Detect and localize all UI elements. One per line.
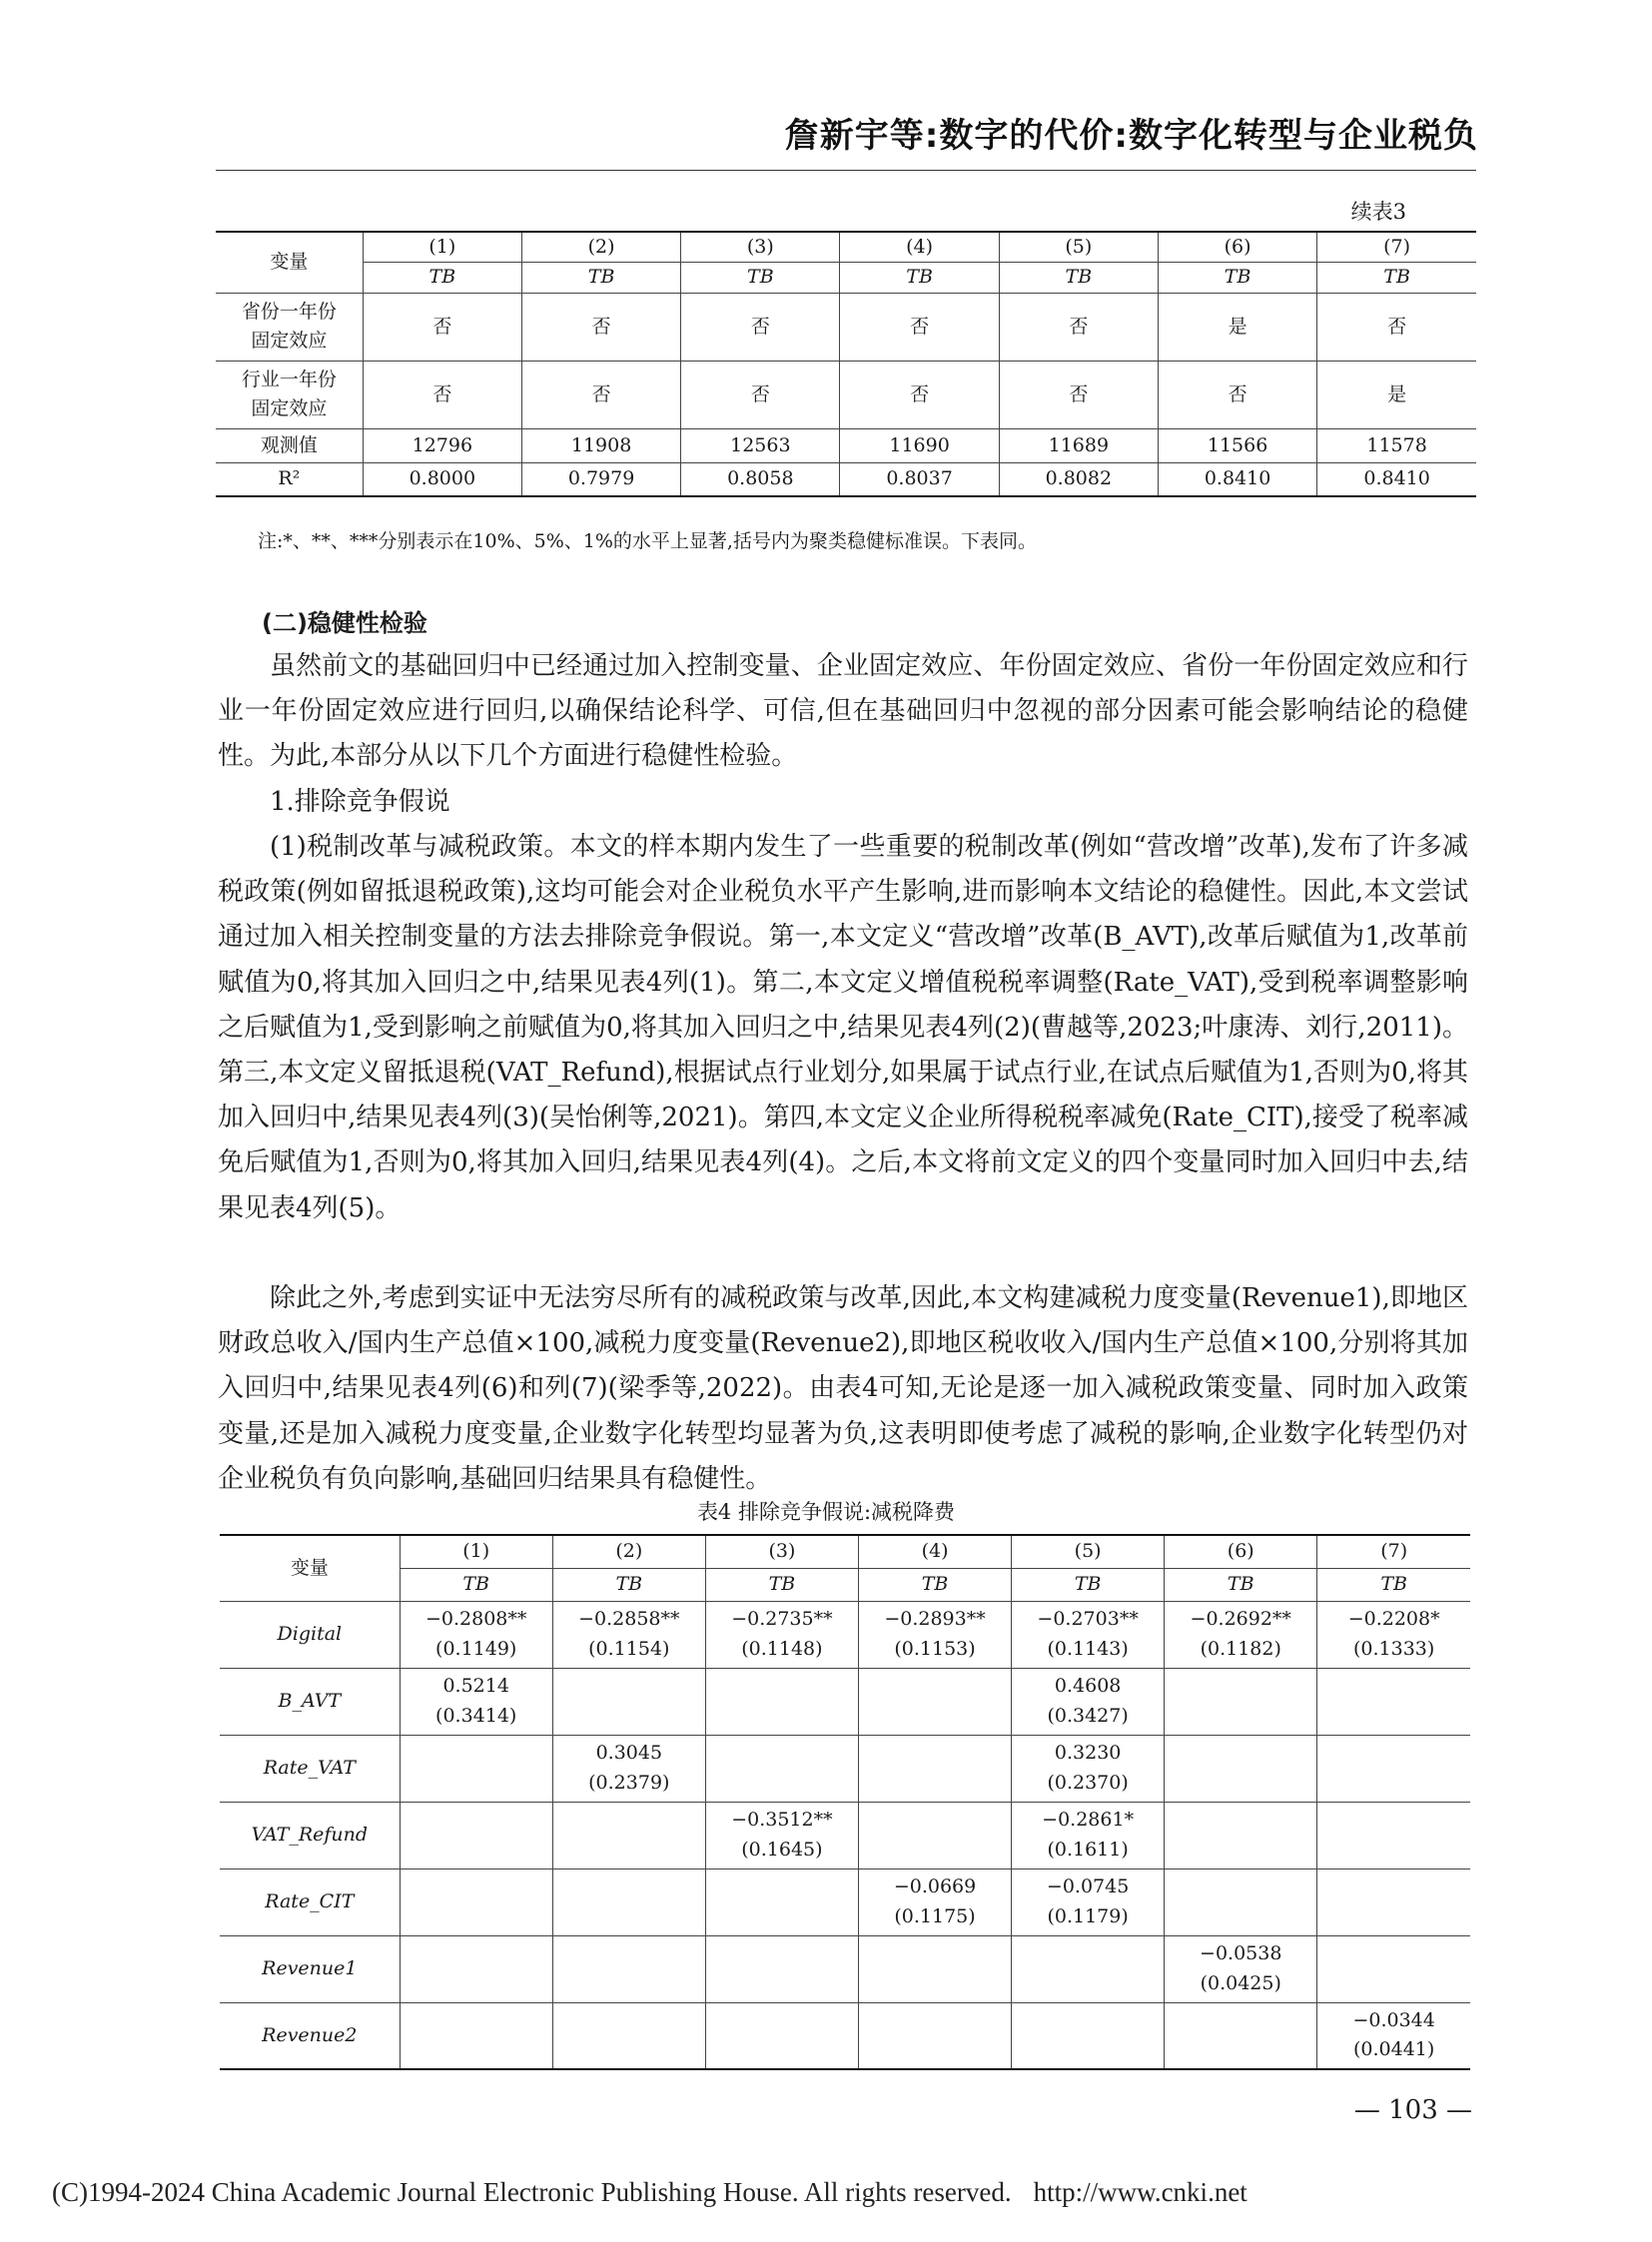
coefficient: −0.0745	[1046, 1875, 1130, 1898]
table-cell	[705, 1935, 858, 2002]
table-cell	[858, 1735, 1011, 1802]
table-cell	[858, 1802, 1011, 1868]
coefficient: −0.0538	[1200, 1942, 1282, 1965]
table-cell	[1165, 1668, 1317, 1735]
row-label: Rate_VAT	[220, 1735, 400, 1802]
paragraph-1: 虽然前文的基础回归中已经通过加入控制变量、企业固定效应、年份固定效应、省份一年份固定效应和行业一年份固定效应进行回归,以确保结论科学、可信,但在基础回归中忽视的部分因素可能会影响结论的稳健性。为此,本部分从以下几个方面进行稳健性检验。	[218, 651, 1468, 772]
dep-var: TB	[1165, 1568, 1317, 1601]
table-cell	[1165, 2002, 1317, 2069]
table-cell	[400, 1735, 552, 1802]
table-cell	[1012, 1735, 1165, 1802]
standard-error: (0.1175)	[894, 1904, 976, 1927]
table-cell	[1317, 1735, 1470, 1802]
row-label: Digital	[220, 1601, 400, 1668]
table-cell: 0.8037	[840, 462, 999, 496]
dep-var: TB	[1317, 1568, 1470, 1601]
dep-var: TB	[521, 263, 680, 293]
dep-var: TB	[681, 263, 840, 293]
coefficient: −0.2858**	[578, 1608, 680, 1631]
standard-error: (0.0425)	[1200, 1971, 1281, 1994]
row-label: B_AVT	[220, 1668, 400, 1735]
table-cell	[400, 1668, 552, 1735]
table-cell: 0.8082	[999, 462, 1158, 496]
table-cell	[400, 2002, 552, 2069]
table-cell: 是	[1158, 293, 1316, 361]
coefficient: −0.0669	[893, 1875, 977, 1898]
coefficient: −0.2692**	[1190, 1608, 1291, 1631]
col-header: (2)	[552, 1535, 705, 1568]
table-cell: 否	[999, 361, 1158, 428]
table-cell	[858, 1868, 1011, 1935]
table-cell	[1317, 2002, 1470, 2069]
cnki-link[interactable]: http://www.cnki.net	[1033, 2177, 1247, 2207]
table-cell: 否	[521, 293, 680, 361]
row-label: Revenue2	[220, 2002, 400, 2069]
table-cell	[1317, 1668, 1470, 1735]
table-cell: 11578	[1317, 428, 1476, 462]
coefficient: −0.3512**	[731, 1809, 833, 1832]
standard-error: (0.1149)	[435, 1637, 517, 1660]
paragraph-3: (1)税制改革与减税政策。本文的样本期内发生了一些重要的税制改革(例如“营改增”改革),发布了许多减税政策(例如留抵退税政策),这均可能会对企业税负水平产生影响,进而影响本文结论的稳健性。因此,本文尝试通过加入相关控制变量的方法去排除竞争假说。第一,本文定义“营改增”改革(B_AVT),改革后赋值为1,改革前赋值为0,将其加入回归之中,结果见表4列(1)。第二,本文定义增值税税率调整(Rate_VAT),受到税率调整影响之后赋值为1,受到影响之前赋值为0,将其加入回归之中,结果见表4列(2)(曹越等,2023;叶康涛、刘行,2011)。第三,本文定义留抵退税(VAT_Refund),根据试点行业划分,如果属于试点行业,在试点后赋值为1,否则为0,将其加入回归中,结果见表4列(3)(吴怡俐等,2021)。第四,本文定义企业所得税税率减免(Rate_CIT),接受了税率减免后赋值为1,否则为0,将其加入回归,结果见表4列(4)。之后,本文将前文定义的四个变量同时加入回归中去,结果见表4列(5)。	[218, 832, 1469, 1223]
col-header: (4)	[858, 1535, 1011, 1568]
table-cell	[400, 1935, 552, 2002]
page-number: — 103 —	[1353, 2095, 1472, 2125]
standard-error: (0.0441)	[1352, 2038, 1435, 2061]
col-header: (5)	[999, 232, 1158, 263]
table-cell: 0.8410	[1158, 462, 1316, 496]
dep-var: TB	[1012, 1568, 1165, 1601]
table-cell: 0.8000	[363, 462, 521, 496]
standard-error: (0.1645)	[741, 1838, 823, 1861]
dep-var: TB	[552, 1568, 705, 1601]
col-header: (5)	[1012, 1535, 1165, 1568]
col-header: (3)	[705, 1535, 858, 1568]
copyright-line	[52, 2177, 1247, 2208]
standard-error: (0.1333)	[1352, 1637, 1435, 1660]
table-cell: 否	[363, 361, 521, 428]
coefficient: 0.3045	[595, 1742, 663, 1765]
table-cell	[705, 1601, 858, 1668]
table-cell	[858, 2002, 1011, 2069]
table-cell: 11690	[840, 428, 999, 462]
table-cell: 12796	[363, 428, 521, 462]
row-label: Revenue1	[220, 1935, 400, 2002]
standard-error: (0.1153)	[894, 1637, 976, 1660]
table-cell	[705, 1868, 858, 1935]
table-cell: 否	[681, 361, 840, 428]
table-cell	[1012, 2002, 1165, 2069]
table3-continued-label: 续表3	[1350, 200, 1406, 224]
table-cell: 否	[840, 293, 999, 361]
table-cell	[1165, 1802, 1317, 1868]
table-row	[220, 1601, 1470, 1668]
col-header: (6)	[1165, 1535, 1317, 1568]
standard-error: (0.3414)	[435, 1704, 517, 1727]
dep-var: TB	[840, 263, 999, 293]
table-cell: 0.8058	[681, 462, 840, 496]
standard-error: (0.2379)	[588, 1771, 670, 1794]
standard-error: (0.1182)	[1200, 1637, 1281, 1660]
table-row	[220, 1935, 1470, 2002]
table-cell	[1165, 1868, 1317, 1935]
row-label: VAT_Refund	[220, 1802, 400, 1868]
table-cell	[705, 1735, 858, 1802]
table-cell: 否	[1158, 361, 1316, 428]
copyright-text: (C)1994-2024 China Academic Journal Electronic Publishing House. All rights reserved.	[52, 2177, 1012, 2207]
dep-var: TB	[400, 1568, 552, 1601]
table-cell: 否	[1317, 293, 1476, 361]
table3-continued	[216, 231, 1476, 497]
table-cell	[552, 1668, 705, 1735]
table-cell	[1012, 1668, 1165, 1735]
table-cell	[552, 1802, 705, 1868]
table-cell	[1165, 1735, 1317, 1802]
table-cell	[1317, 1935, 1470, 2002]
table-cell: 否	[521, 361, 680, 428]
row-label: R²	[216, 462, 363, 496]
table-cell	[1012, 1868, 1165, 1935]
coefficient: −0.2808**	[424, 1608, 527, 1631]
table-cell: 否	[999, 293, 1158, 361]
table-cell	[705, 2002, 858, 2069]
table-cell	[552, 1601, 705, 1668]
table-cell: 0.8410	[1317, 462, 1476, 496]
standard-error: (0.1154)	[588, 1637, 670, 1660]
dep-var: TB	[363, 263, 521, 293]
table-cell	[705, 1668, 858, 1735]
header-rule	[216, 170, 1476, 171]
table-cell: 11908	[521, 428, 680, 462]
table-cell	[552, 1735, 705, 1802]
dep-var: TB	[999, 263, 1158, 293]
table-cell: 是	[1317, 361, 1476, 428]
table-cell	[1012, 1601, 1165, 1668]
coefficient: −0.2735**	[731, 1608, 833, 1631]
col-header: (4)	[840, 232, 999, 263]
section-heading: (二)稳健性检验	[262, 609, 427, 637]
standard-error: (0.1611)	[1047, 1838, 1129, 1861]
coefficient: −0.0344	[1352, 2008, 1435, 2031]
paragraph-2: 1.排除竞争假说	[270, 787, 450, 817]
table-cell	[1165, 1935, 1317, 2002]
dep-var: TB	[1158, 263, 1316, 293]
table-row	[220, 1868, 1470, 1935]
table-cell: 11689	[999, 428, 1158, 462]
row-label: 省份一年份 固定效应	[216, 293, 363, 361]
table-cell	[552, 1935, 705, 2002]
table-cell	[1012, 1935, 1165, 2002]
row-label: 行业一年份 固定效应	[216, 361, 363, 428]
table-cell	[552, 1868, 705, 1935]
running-head: 詹新宇等:数字的代价:数字化转型与企业税负	[784, 116, 1478, 156]
table-row	[220, 1802, 1470, 1868]
table-cell: 12563	[681, 428, 840, 462]
table-cell: 否	[840, 361, 999, 428]
table-row	[220, 1668, 1470, 1735]
table-row	[220, 2002, 1470, 2069]
table-cell	[1165, 1601, 1317, 1668]
coefficient: −0.2861*	[1042, 1809, 1135, 1832]
col-header: (1)	[400, 1535, 552, 1568]
table-cell	[858, 1935, 1011, 2002]
coefficient: −0.2893**	[884, 1608, 986, 1631]
col-header: (7)	[1317, 1535, 1470, 1568]
coefficient: 0.4608	[1054, 1675, 1122, 1698]
paragraph-4: 除此之外,考虑到实证中无法穷尽所有的减税政策与改革,因此,本文构建减税力度变量(Revenue1),即地区财政总收入/国内生产总值×100,减税力度变量(Revenue2),即地区税收收入/国内生产总值×100,分别将其加入回归中,结果见表4列(6)和列(7)(梁季等,2022)。由表4可知,无论是逐一加入减税政策变量、同时加入政策变量,还是加入减税力度变量,企业数字化转型均显著为负,这表明即使考虑了减税的影响,企业数字化转型仍对企业税负有负向影响,基础回归结果具有稳健性。	[218, 1283, 1468, 1494]
table-cell	[858, 1668, 1011, 1735]
table-cell: 11566	[1158, 428, 1316, 462]
var-header: 变量	[220, 1535, 400, 1601]
standard-error: (0.1179)	[1047, 1904, 1129, 1927]
dep-var: TB	[1317, 263, 1476, 293]
table-cell	[705, 1802, 858, 1868]
table-cell	[1317, 1601, 1470, 1668]
table-note: 注:*、**、***分别表示在10%、5%、1%的水平上显著,括号内为聚类稳健标准误。下表同。	[258, 530, 1037, 552]
table-cell	[1317, 1802, 1470, 1868]
col-header: (7)	[1317, 232, 1476, 263]
table-cell: 否	[681, 293, 840, 361]
table-cell	[858, 1601, 1011, 1668]
dep-var: TB	[705, 1568, 858, 1601]
col-header: (3)	[681, 232, 840, 263]
coefficient: 0.3230	[1054, 1742, 1122, 1765]
col-header: (6)	[1158, 232, 1316, 263]
table-row	[220, 1735, 1470, 1802]
table-cell	[400, 1868, 552, 1935]
table-cell	[552, 2002, 705, 2069]
row-label: 观测值	[216, 428, 363, 462]
coefficient: −0.2208*	[1347, 1608, 1440, 1631]
standard-error: (0.1143)	[1047, 1637, 1129, 1660]
row-label: Rate_CIT	[220, 1868, 400, 1935]
table4	[220, 1534, 1470, 2070]
standard-error: (0.2370)	[1047, 1771, 1129, 1794]
table-cell: 否	[363, 293, 521, 361]
coefficient: 0.5214	[442, 1675, 509, 1698]
standard-error: (0.1148)	[741, 1637, 823, 1660]
table4-title: 表4 排除竞争假说:减税降费	[696, 1500, 956, 1524]
col-header: (2)	[521, 232, 680, 263]
col-header: (1)	[363, 232, 521, 263]
table-cell	[1317, 1868, 1470, 1935]
dep-var: TB	[858, 1568, 1011, 1601]
table-cell	[400, 1601, 552, 1668]
table-cell: 0.7979	[521, 462, 680, 496]
table-cell	[1012, 1802, 1165, 1868]
var-header: 变量	[216, 232, 363, 293]
coefficient: −0.2703**	[1037, 1608, 1139, 1631]
table-cell	[400, 1802, 552, 1868]
standard-error: (0.3427)	[1047, 1704, 1129, 1727]
